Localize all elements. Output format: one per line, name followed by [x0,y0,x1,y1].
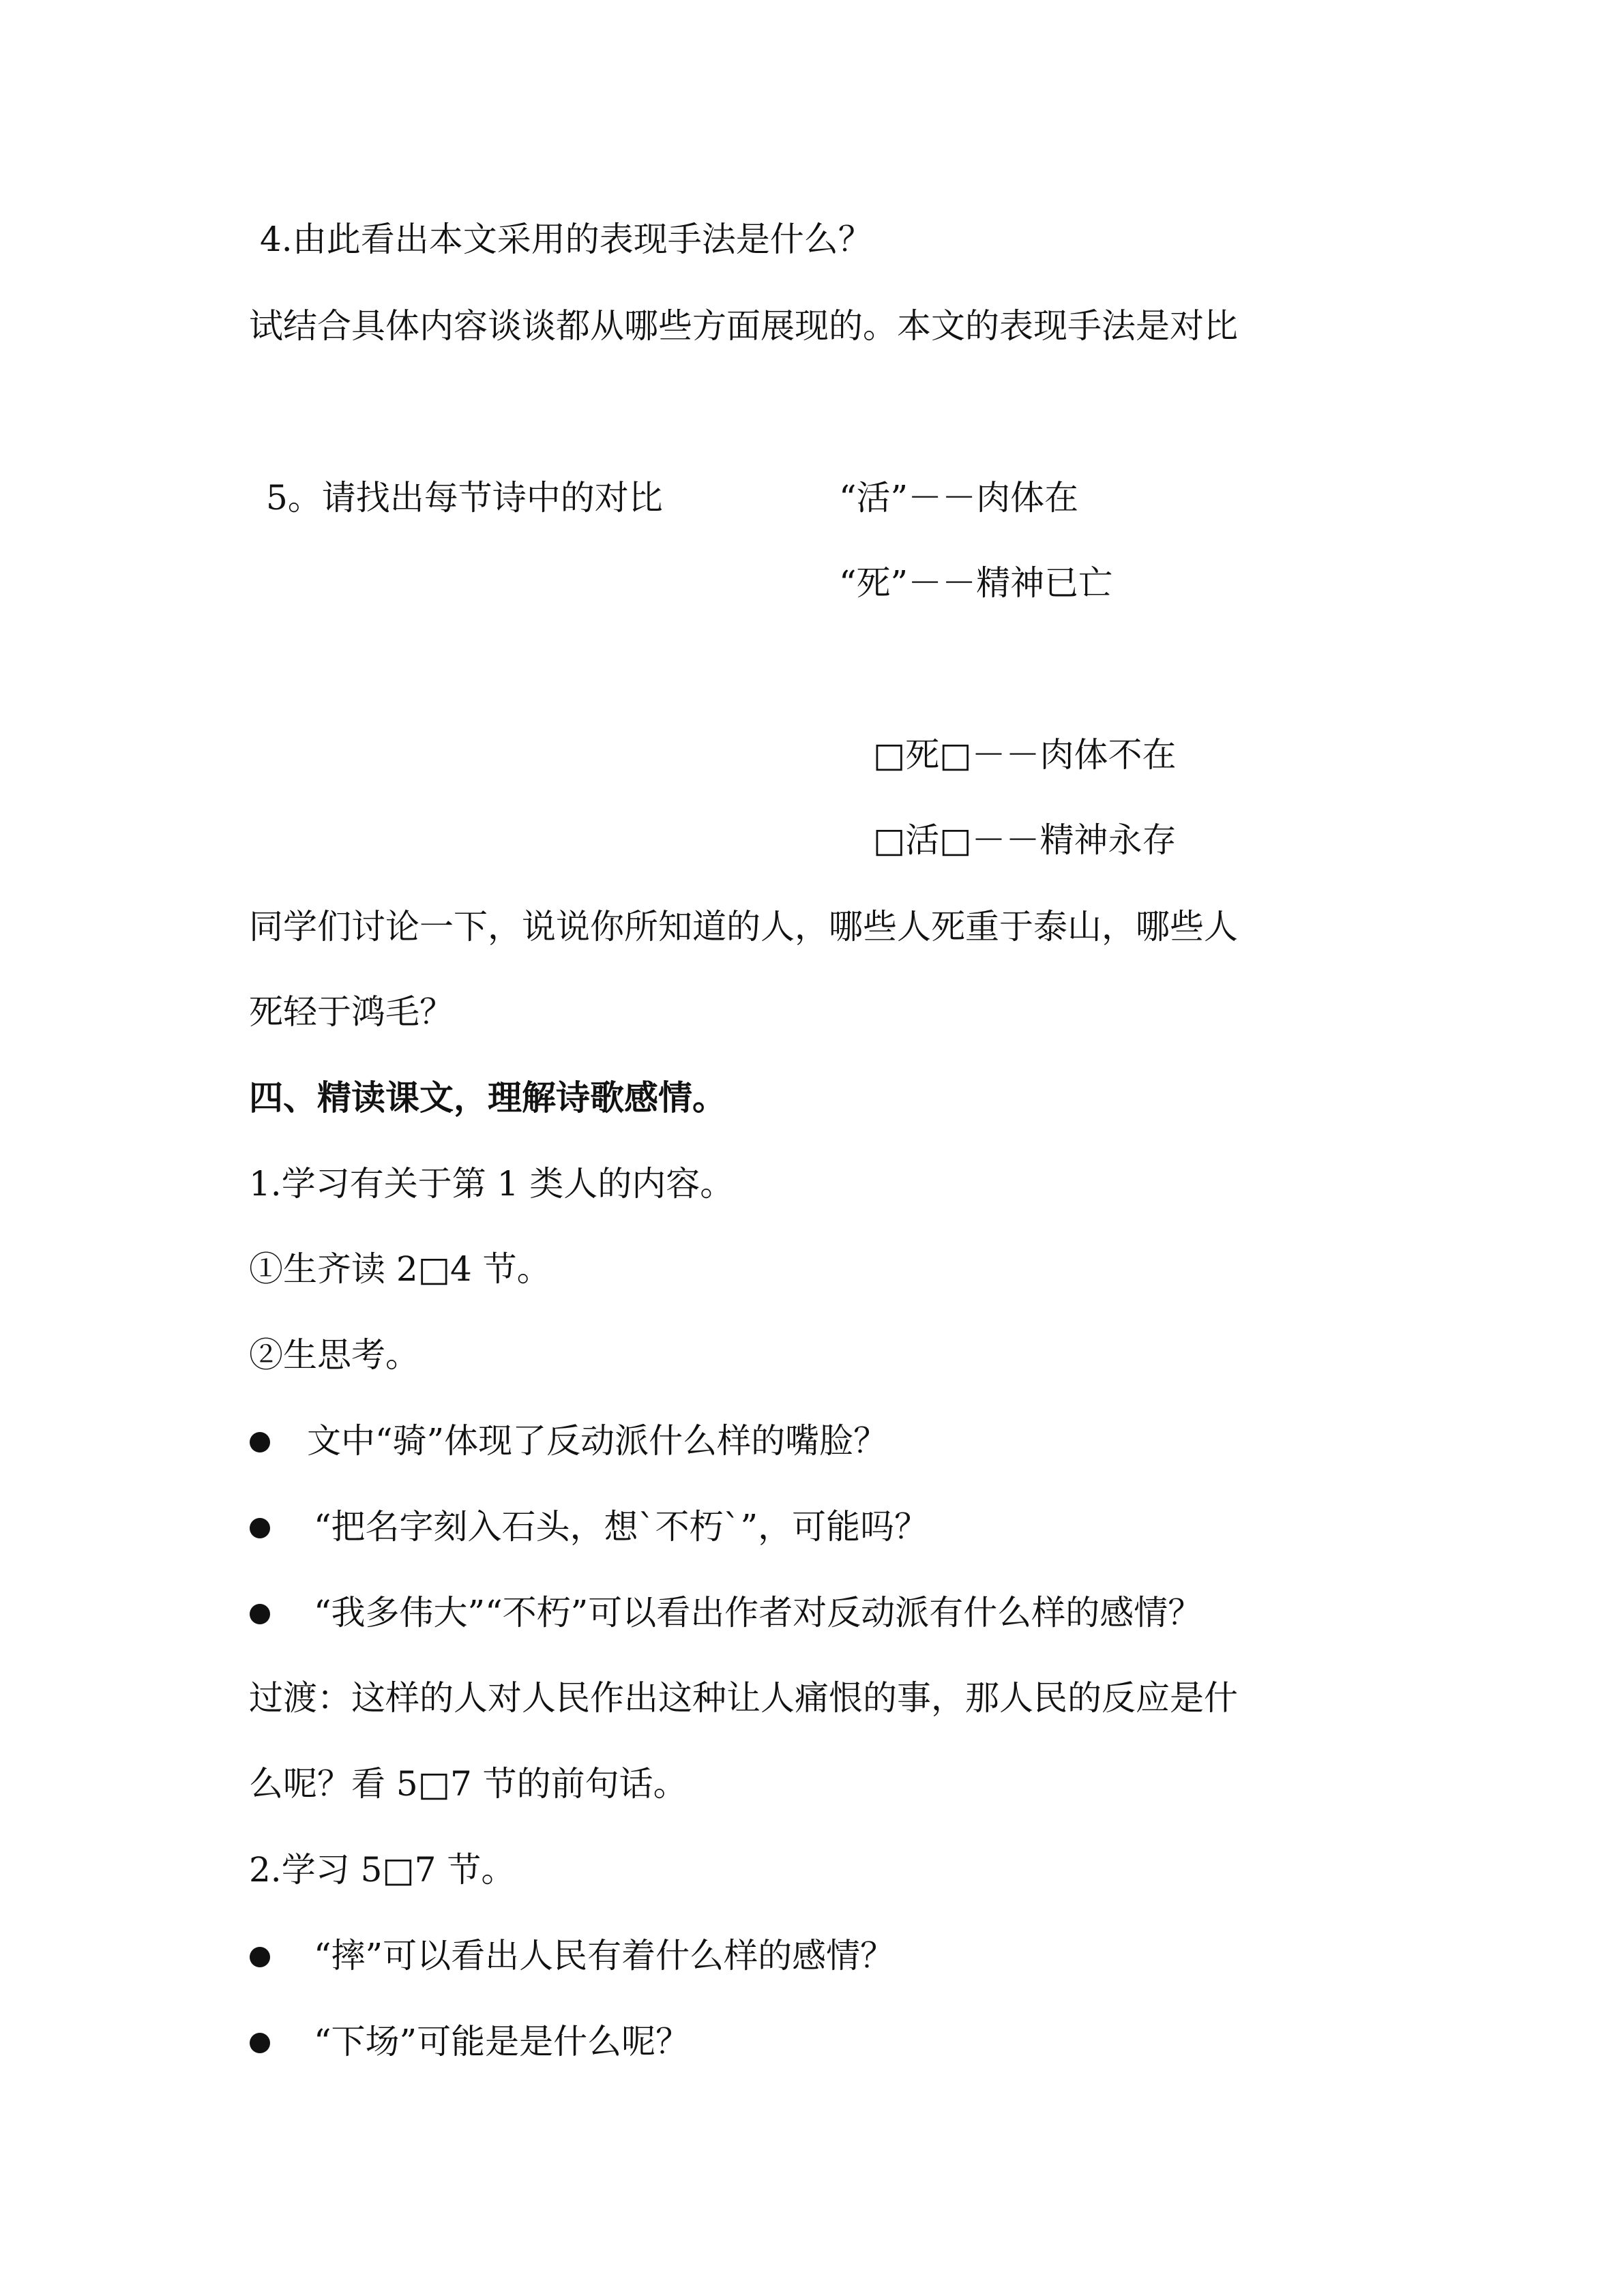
discussion-text: 同学们讨论一下，说说你所知道的人，哪些人死重于泰山，哪些人 [249,907,1238,946]
contrast-item: “活”－－肉体在 [839,478,1079,518]
transition-text-continued: 么呢？看 5□7 节的前句话。 [249,1764,688,1804]
bullet-icon [250,1432,270,1452]
question-4: 4.由此看出本文采用的表现手法是什么？ [260,220,872,259]
bullet-question: “我多伟大”“不朽”可以看出作者对反动派有什么样的感情？ [314,1593,1202,1632]
study-item-1: 1.学习有关于第 1 类人的内容。 [249,1164,735,1204]
step-2: ②生思考。 [249,1335,419,1375]
bullet-question: 文中“骑”体现了反动派什么样的嘴脸？ [307,1421,888,1461]
bullet-question: “下场”可能是是什么呢？ [314,2022,690,2061]
transition-text: 过渡：这样的人对人民作出这种让人痛恨的事，那人民的反应是什 [249,1678,1238,1718]
bullet-question: “把名字刻入石头，想`不朽`”，可能吗？ [314,1507,929,1547]
bullet-icon [250,1947,270,1967]
question-5: 5。请找出每节诗中的对比 [266,478,663,518]
bullet-question: “摔”可以看出人民有着什么样的感情？ [314,1936,895,1976]
bullet-icon [250,1604,270,1624]
discussion-text-continued: 死轻于鸿毛？ [249,992,454,1032]
bullet-icon [250,1518,270,1538]
contrast-item: □死□－－肉体不在 [873,735,1177,775]
contrast-item: “死”－－精神已亡 [839,563,1113,603]
section-heading: 四、精读课文，理解诗歌感情。 [249,1077,726,1118]
study-item-2: 2.学习 5□7 节。 [249,1850,516,1890]
question-4-answer: 试结合具体内容谈谈都从哪些方面展现的。本文的表现手法是对比 [249,306,1238,346]
step-1: ①生齐读 2□4 节。 [249,1249,551,1289]
bullet-icon [250,2033,270,2053]
contrast-item: □活□－－精神永存 [873,820,1177,860]
